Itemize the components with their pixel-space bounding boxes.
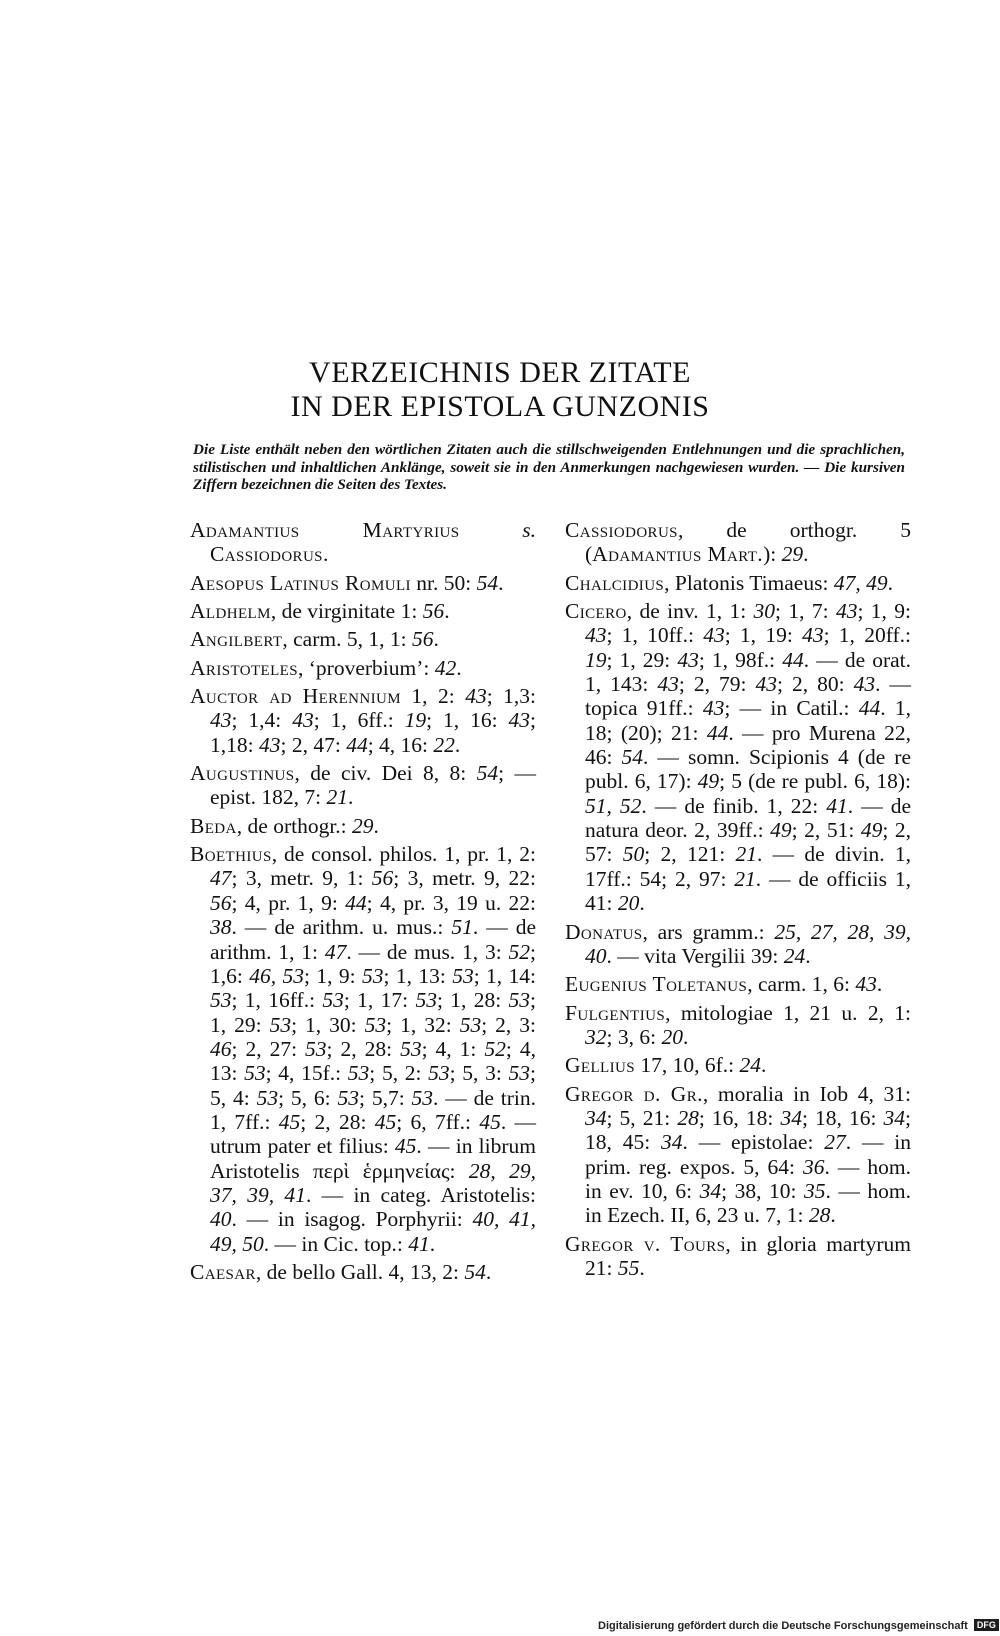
page-ref: 30 — [753, 599, 776, 624]
page-ref: 53 — [256, 1085, 279, 1110]
page-ref: 47, 49 — [833, 570, 888, 595]
citation-text: , de orthogr.: — [236, 813, 353, 838]
page-ref: 22 — [433, 732, 455, 757]
citation-text: ; 4, 15f.: — [265, 1061, 348, 1086]
citation-text: . — [444, 599, 450, 624]
citation-text: ; 1,6: — [210, 939, 536, 988]
citation-text: ; 2, 121: — [644, 842, 736, 867]
page-ref: 34 — [780, 1105, 802, 1130]
citation-text: , ‘proverbium’: — [298, 655, 435, 680]
page-ref: 53 — [415, 988, 437, 1013]
citation-text: . — [322, 542, 329, 567]
citation-text: . — in librum Aristotelis περὶ ἑρμηνείας: — [210, 1134, 536, 1183]
index-entry — [190, 684, 536, 757]
citation-text: . — [887, 570, 893, 595]
index-entry — [190, 518, 536, 567]
page-ref: 43 — [755, 672, 777, 697]
page-ref: 55 — [617, 1255, 640, 1280]
page-ref: 53 — [400, 1036, 422, 1061]
index-entry — [565, 1232, 911, 1281]
citation-text: ; 3, metr. 9, 1: — [231, 866, 372, 891]
author-name: Adamantius Mart. — [592, 542, 764, 567]
page-ref: 24 — [739, 1053, 761, 1078]
page-ref: 43 — [210, 708, 232, 733]
citation-text: ; — in Catil.: — [724, 696, 859, 721]
author-name: Fulgentius — [565, 1000, 666, 1025]
citation-text: . — utrum pater et filius: — [210, 1109, 536, 1159]
citation-text: ; 1, 16ff.: — [231, 988, 323, 1013]
page-ref: 21 — [734, 866, 756, 891]
page-ref: 34 — [661, 1130, 683, 1155]
citation-text: . 1, 18; (20); 21: — [585, 696, 912, 745]
citation-text: ; 5, 6: — [278, 1085, 338, 1110]
citation-text: , ars gramm.: — [642, 919, 775, 944]
page-ref: 20 — [661, 1024, 683, 1049]
page-ref: 45 — [278, 1109, 301, 1134]
page-ref: 46 — [210, 1036, 232, 1061]
author-name: Aristoteles — [190, 655, 298, 680]
page-ref: 47 — [210, 866, 232, 891]
dfg-logo: DFG — [974, 1619, 999, 1631]
page-ref: 29 — [781, 542, 804, 567]
citation-text: . — vita Vergilii 39: — [606, 943, 784, 968]
page-ref: 40 — [210, 1207, 232, 1232]
citation-text: ; 5, 3: — [449, 1061, 509, 1086]
citation-text: . — [761, 1053, 767, 1078]
citation-text: . — de finib. 1, 22: — [641, 793, 827, 818]
citation-text: ; 18, 45: — [585, 1105, 912, 1155]
citation-text: ; 18, 16: — [801, 1105, 884, 1130]
citation-text: . — [373, 813, 379, 838]
citation-text: ; 1, 14: — [473, 963, 537, 988]
citation-text: ; 1, 28: — [436, 988, 509, 1013]
citation-text: , carm. 1, 6: — [747, 972, 856, 997]
citation-text: . — de orat. 1, 143: — [585, 647, 911, 697]
page-ref: 46, 53 — [249, 963, 304, 988]
page-ref: 44 — [346, 732, 368, 757]
page-ref: 53 — [322, 988, 344, 1013]
author-name: Aldhelm — [190, 599, 271, 624]
page-ref: s. — [522, 518, 536, 542]
citation-text: ; 38, 10: — [721, 1178, 804, 1203]
author-name: Augustinus — [190, 761, 295, 786]
page-ref: 44 — [782, 647, 804, 672]
citation-text: . — [456, 655, 462, 680]
citation-text: ; 5, 2: — [369, 1061, 429, 1086]
page-ref: 56 — [411, 627, 434, 652]
title-line-2: IN DER EPISTOLA GUNZONIS — [290, 390, 710, 423]
page-ref: 43 — [258, 732, 281, 757]
author-name: Auctor ad Herennium — [190, 684, 401, 709]
page-ref: 34 — [883, 1105, 906, 1130]
page-ref: 43 — [508, 708, 531, 733]
page-ref: 36 — [803, 1154, 825, 1179]
citation-text: ; 1, 6ff.: — [313, 708, 405, 733]
citation-text: . — [485, 1259, 492, 1284]
page-ref: 21 — [735, 842, 757, 867]
page-ref: 53 — [210, 988, 232, 1013]
citation-text: ; 1,3: — [486, 684, 536, 709]
page-ref: 44 — [706, 720, 729, 745]
citation-text: 17, 10, 6f.: — [634, 1053, 740, 1078]
page-ref: 52 — [508, 939, 531, 964]
page-ref: 27 — [824, 1130, 846, 1155]
citation-text: . — de officiis 1, 41: — [585, 866, 911, 916]
author-name: Donatus — [565, 919, 643, 944]
citation-text: ; 2, 28: — [326, 1036, 401, 1061]
citation-text: . — de mus. 1, 3: — [346, 939, 509, 964]
index-entry — [190, 599, 536, 623]
title-line-1: VERZEICHNIS DER ZITATE — [309, 356, 691, 389]
page-ref: 43 — [585, 623, 607, 648]
page-ref: 38 — [210, 915, 232, 940]
page-ref: 51, 52 — [585, 793, 642, 818]
citation-text: 1, 2: — [400, 684, 466, 709]
author-name: Beda — [190, 813, 237, 838]
citation-text: , moralia in Iob 4, 31: — [702, 1081, 911, 1106]
citation-text: ; 1, 29: — [210, 988, 536, 1037]
citation-text: ; 5 (de re publ. 6, 18): — [719, 769, 911, 794]
page-ref: 42 — [434, 655, 457, 680]
citation-text: ; 4, 13: — [210, 1036, 536, 1086]
citation-text: ; 4, 16: — [367, 732, 434, 757]
author-name: Aesopus Latinus Romuli — [190, 570, 411, 595]
index-entry — [565, 518, 911, 567]
page-ref: 19 — [585, 647, 607, 672]
citation-text: . — pro Murena 22, 46: — [585, 720, 911, 770]
citation-text: ; 1, 9: — [304, 963, 362, 988]
page-ref: 28 — [808, 1203, 831, 1228]
page-ref: 43 — [702, 696, 725, 721]
citation-text: . — [639, 891, 645, 916]
citation-text: , de orthogr. 5 ( — [585, 518, 911, 567]
index-entry — [190, 656, 536, 680]
citation-text: ; 1, 32: — [386, 1012, 460, 1037]
citation-text: . — de arithm. 1, 1: — [210, 915, 537, 964]
citation-text: . — [433, 627, 439, 652]
page-ref: 40, 41, 49, 50 — [210, 1207, 537, 1256]
author-name: Gregor d. Gr. — [565, 1081, 703, 1106]
citation-text: ; 2, 28: — [300, 1109, 375, 1134]
citation-text: . — in categ. Aristotelis: — [305, 1182, 536, 1207]
page-ref: 56 — [371, 866, 394, 891]
index-entry — [190, 627, 536, 651]
page-ref: 51 — [451, 915, 473, 940]
page-ref: 56 — [210, 890, 232, 915]
funding-footer — [598, 1619, 999, 1632]
page-ref: 53 — [428, 1061, 450, 1086]
index-column-right — [565, 518, 911, 1284]
page-ref: 44 — [858, 696, 881, 721]
citation-text: . — [347, 785, 354, 810]
page-ref: 43 — [855, 972, 877, 997]
page-ref: 43 — [835, 599, 858, 624]
page-ref: 35 — [804, 1178, 826, 1203]
page-ref: 43 — [802, 623, 824, 648]
author-name: Gregor v. Tours — [565, 1231, 726, 1256]
citation-text: ; 1,18: — [210, 708, 536, 757]
citation-text: , de virginitate 1: — [270, 599, 423, 624]
citation-text: . — somn. Scipionis 4 (de re publ. 6, 17): — [585, 745, 911, 794]
citation-text: ; 6, 7ff.: — [396, 1109, 480, 1134]
page-ref: 53 — [337, 1085, 359, 1110]
author-name: Boethius — [190, 842, 272, 867]
page-ref: 41 — [826, 793, 848, 818]
page-ref: 53 — [269, 1012, 292, 1037]
citation-text: ; 2, 57: — [585, 818, 911, 867]
page-ref: 53 — [411, 1085, 434, 1110]
page-ref: 47 — [324, 939, 347, 964]
citation-text: . — hom. in ev. 10, 6: — [585, 1154, 911, 1203]
author-name: Adamantius Martyrius — [190, 518, 460, 542]
index-entry — [190, 571, 536, 595]
index-entry — [565, 1082, 911, 1228]
citation-text: . — [805, 943, 811, 968]
page-ref: 53 — [508, 988, 530, 1013]
author-name: Cicero — [565, 599, 627, 624]
page-ref: 43 — [853, 672, 876, 697]
citation-text: . — de arithm. u. mus.: — [231, 915, 452, 940]
page-ref: 21 — [326, 785, 348, 810]
citation-text: . — topica 91ff.: — [585, 672, 911, 721]
citation-text: ; 2, 3: — [481, 1012, 536, 1037]
index-entry — [190, 761, 536, 810]
citation-text: ; 5,7: — [358, 1085, 412, 1110]
page-ref: 54 — [476, 761, 499, 786]
page-ref: 32 — [585, 1024, 607, 1049]
citation-text: . — [803, 542, 809, 567]
citation-text: ; 5, 21: — [606, 1105, 678, 1130]
index-entry — [190, 842, 536, 1256]
page-ref: 54 — [476, 570, 499, 595]
page-ref: 34 — [585, 1105, 607, 1130]
intro-note: Die Liste enthält neben den wörtlichen Zitaten auch die stillschweigenden Entlehnungen und die sprachlichen, stilistischen und inhaltlichen Anklänge, soweit sie in den Anmerkungen nachgewiesen wurden. — Die kursiven Ziffern bezeichnen die Seiten des Textes. — [193, 441, 905, 493]
page-ref: 24 — [783, 943, 806, 968]
citation-text: ): — [763, 542, 782, 567]
page-ref: 43 — [465, 684, 487, 709]
index-entry — [190, 1260, 536, 1284]
citation-text: ; — epist. 182, 7: — [210, 761, 536, 810]
page-ref: 56 — [422, 599, 445, 624]
page-ref: 53 — [459, 1012, 482, 1037]
citation-text: ; 4, pr. 1, 9: — [231, 890, 346, 915]
page-ref: 28, 29, 37, 39, 41 — [210, 1158, 537, 1207]
citation-text: . — [639, 1255, 645, 1280]
page-ref: 52 — [484, 1036, 506, 1061]
index-entry — [565, 1001, 911, 1050]
citation-text: ; 1, 13: — [383, 963, 453, 988]
citation-text: ; 3, metr. 9, 22: — [393, 866, 536, 891]
author-name: Chalcidius — [565, 570, 665, 595]
page-ref: 45 — [374, 1109, 397, 1134]
page-ref: 53 — [361, 963, 384, 988]
author-name: Angilbert — [190, 627, 283, 652]
page-ref: 43 — [292, 708, 314, 733]
citation-text: ; 1, 30: — [291, 1012, 365, 1037]
page-ref: 49 — [770, 818, 792, 843]
index-entry — [565, 599, 911, 915]
citation-text: ; 2, 79: — [678, 672, 756, 697]
citation-text: . — epistolae: — [682, 1130, 825, 1155]
page-ref: 49 — [860, 818, 883, 843]
page-ref: 34 — [699, 1178, 722, 1203]
page-ref: 53 — [347, 1061, 370, 1086]
page-ref: 28 — [677, 1105, 699, 1130]
citation-text: ; 1, 10ff.: — [606, 623, 704, 648]
citation-text: ; 1, 16: — [426, 708, 509, 733]
citation-text: ; 2, 51: — [791, 818, 861, 843]
citation-text: ; 1, 7: — [775, 599, 836, 624]
citation-text: ; 4, pr. 3, 19 u. 22: — [366, 890, 537, 915]
page-ref: 29 — [352, 813, 374, 838]
author-name: Eugenius Toletanus — [565, 972, 748, 997]
author-name: Cassiodorus — [210, 542, 323, 567]
page-ref: 54 — [464, 1259, 486, 1284]
citation-text: . — [830, 1203, 836, 1228]
citation-text: , de inv. 1, 1: — [626, 599, 754, 624]
citation-text: . — [876, 972, 883, 997]
page-ref: 45 — [479, 1109, 501, 1134]
citation-text: ; 1, 19: — [724, 623, 803, 648]
citation-text: ; 1, 20ff.: — [823, 623, 911, 648]
page-ref: 50 — [622, 842, 645, 867]
citation-text: . — [682, 1024, 689, 1049]
author-name: Gellius — [565, 1053, 635, 1078]
citation-text: ; 1,4: — [231, 708, 293, 733]
author-name: Caesar — [190, 1259, 256, 1284]
page-title — [0, 356, 1000, 424]
citation-text: . — in Cic. top.: — [263, 1231, 409, 1256]
citation-text: ; 2, 80: — [776, 672, 854, 697]
page-ref: 53 — [364, 1012, 387, 1037]
citation-text: , de civ. Dei 8, 8: — [294, 761, 477, 786]
citation-text: . — hom. in Ezech. II, 6, 23 u. 7, 1: — [585, 1178, 911, 1228]
page-ref: 44 — [345, 890, 367, 915]
citation-text: ; 1, 9: — [857, 599, 911, 624]
citation-text: . — [498, 570, 504, 595]
page-ref: 19 — [404, 708, 427, 733]
page-ref: 49 — [697, 769, 720, 794]
citation-text: ; 16, 18: — [698, 1105, 781, 1130]
index-entry — [565, 571, 911, 595]
citation-text: . — de natura deor. 2, 39ff.: — [585, 793, 912, 843]
citation-text: nr. 50: — [410, 570, 477, 595]
page-ref: 43 — [703, 623, 725, 648]
citation-text: ; 1, 29: — [606, 647, 678, 672]
citation-text: , de bello Gall. 4, 13, 2: — [255, 1259, 465, 1284]
page-ref: 43 — [677, 647, 699, 672]
citation-text: ; 1, 17: — [343, 988, 416, 1013]
citation-text: . — [429, 1231, 436, 1256]
page-ref: 53 — [452, 963, 474, 988]
author-name: Cassiodorus — [565, 518, 678, 542]
citation-text: . — in prim. reg. expos. 5, 64: — [585, 1130, 911, 1179]
citation-text: , carm. 5, 1, 1: — [282, 627, 412, 652]
footer-text: Digitalisierung gefördert durch die Deutsche Forschungsgemeinschaft — [598, 1620, 968, 1632]
citation-text: ; 4, 1: — [421, 1036, 485, 1061]
index-entry — [565, 920, 911, 969]
citation-text: ; 2, 27: — [231, 1036, 306, 1061]
page-ref: 53 — [508, 1061, 531, 1086]
index-entry — [565, 972, 911, 996]
page-ref: 25, 27, 28, 39, 40 — [585, 919, 911, 968]
page-ref: 43 — [657, 672, 679, 697]
citation-text: . — in isagog. Porphyrii: — [231, 1207, 473, 1232]
citation-text: ; 1, 98f.: — [698, 647, 783, 672]
page-ref: 54 — [621, 745, 644, 770]
citation-text: , de consol. philos. 1, pr. 1, 2: — [271, 842, 536, 867]
citation-text: , in gloria martyrum 21: — [585, 1231, 911, 1280]
citation-text: , mitologiae 1, 21 u. 2, 1: — [665, 1000, 911, 1025]
citation-text: . — [454, 732, 461, 757]
citation-text: ; 5, 4: — [210, 1061, 536, 1110]
citation-text — [460, 518, 523, 542]
citation-text: . — de trin. 1, 7ff.: — [210, 1085, 537, 1134]
page-ref: 45 — [394, 1134, 417, 1159]
index-entry — [190, 814, 536, 838]
page-ref: 53 — [305, 1036, 327, 1061]
citation-text: . — de divin. 1, 17ff.: 54; 2, 97: — [585, 842, 911, 891]
page-ref: 53 — [244, 1061, 266, 1086]
index-entry — [565, 1053, 911, 1077]
citation-text: ; 2, 47: — [280, 732, 347, 757]
index-column-left — [190, 518, 536, 1288]
page-ref: 41 — [408, 1231, 430, 1256]
page-ref: 20 — [617, 891, 640, 916]
citation-text: , Platonis Timaeus: — [664, 570, 834, 595]
citation-text: ; 3, 6: — [606, 1024, 662, 1049]
